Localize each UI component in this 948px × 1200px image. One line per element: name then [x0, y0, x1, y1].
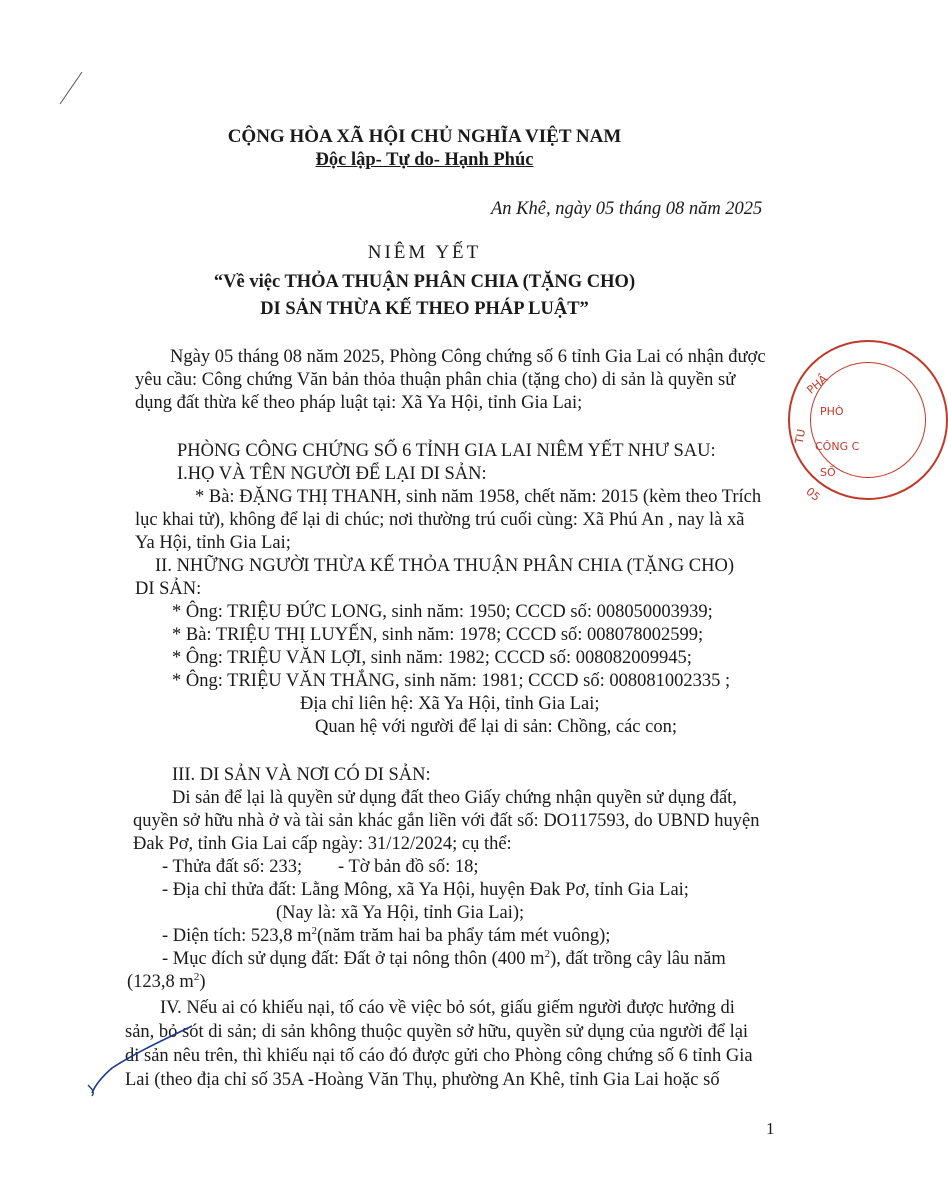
area-value: - Diện tích: 523,8 m	[162, 926, 312, 946]
parcel-number: - Thửa đất số: 233;	[162, 857, 303, 877]
heir-line: * Ông: TRIỆU VĂN THẮNG, sinh năm: 1981; CCCD số: 008081002335 ;	[172, 671, 731, 691]
complaint-line: Lai (theo địa chỉ số 35A -Hoàng Văn Thụ, phường An Khê, tỉnh Gia Lai hoặc số	[125, 1070, 720, 1090]
document-subject-line1: “Về việc THỎA THUẬN PHÂN CHIA (TẶNG CHO)	[213, 272, 636, 292]
intro-line: dụng đất thừa kế theo pháp luật tại: Xã Ya Hội, tỉnh Gia Lai;	[135, 393, 583, 413]
heir-line: * Bà: TRIỆU THỊ LUYẾN, sinh năm: 1978; CCCD số: 008078002599;	[172, 625, 704, 645]
nation-title: CỘNG HÒA XÃ HỘI CHỦ NGHĨA VIỆT NAM	[227, 126, 622, 147]
announcement-line: PHÒNG CÔNG CHỨNG SỐ 6 TỈNH GIA LAI NIÊM YẾT NHƯ SAU:	[177, 441, 716, 461]
page-number: 1	[766, 1119, 775, 1138]
parcel-address-now: (Nay là: xã Ya Hội, tỉnh Gia Lai);	[276, 903, 525, 923]
section1-heading: I.HỌ VÀ TÊN NGƯỜI ĐỂ LẠI DI SẢN:	[177, 464, 487, 484]
heir-line: * Ông: TRIỆU ĐỨC LONG, sinh năm: 1950; CCCD số: 008050003939;	[172, 602, 713, 622]
intro-line: yêu cầu: Công chứng Văn bản thỏa thuận phân chia (tặng cho) di sản là quyền sử	[135, 370, 736, 390]
heir-address: Địa chỉ liên hệ: Xã Ya Hội, tỉnh Gia Lai;	[300, 694, 600, 714]
estate-line: quyền sở hữu nhà ở và tài sản khác gắn liền với đất số: DO117593, do UBND huyện	[133, 811, 760, 831]
document-subject-line2: DI SẢN THỪA KẾ THEO PHÁP LUẬT”	[260, 299, 589, 319]
section2-heading: II. NHỮNG NGƯỜI THỪA KẾ THỎA THUẬN PHÂN CHIA (TẶNG CHO)	[155, 556, 735, 576]
intro-line: Ngày 05 tháng 08 năm 2025, Phòng Công chứng số 6 tỉnh Gia Lai có nhận được	[170, 347, 766, 367]
heir-line: * Ông: TRIỆU VĂN LỢI, sinh năm: 1982; CCCD số: 008082009945;	[172, 648, 692, 668]
estate-line: Di sản để lại là quyền sử dụng đất theo Giấy chứng nhận quyền sử dụng đất,	[172, 788, 737, 808]
decedent-line: Ya Hội, tỉnh Gia Lai;	[135, 533, 291, 553]
document-heading: NIÊM YẾT	[367, 242, 482, 263]
complaint-line: IV. Nếu ai có khiếu nại, tố cáo về việc bỏ sót, giấu giếm người được hưởng di	[160, 998, 735, 1018]
stamp-text: TU	[792, 428, 809, 445]
decedent-line: lục khai tử), không để lại di chúc; nơi thường trú cuối cùng: Xã Phú An , nay là xã	[135, 510, 745, 530]
decedent-line: * Bà: ĐẶNG THỊ THANH, sinh năm 1958, chết năm: 2015 (kèm theo Trích	[195, 487, 762, 507]
pencil-mark	[60, 72, 82, 104]
complaint-line: di sản nêu trên, thì khiếu nại tố cáo đó được gửi cho Phòng công chứng số 6 tỉnh Gia	[125, 1046, 753, 1066]
purpose-part: - Mục đích sử dụng đất: Đất ở tại nông thôn (400 m	[162, 949, 545, 969]
stamp-text: PHÒ	[820, 405, 844, 418]
parcel-area	[162, 925, 610, 947]
motto: Độc lập- Tự do- Hạnh Phúc	[315, 150, 534, 170]
land-purpose-cont	[127, 971, 205, 993]
land-purpose	[162, 948, 726, 970]
stamp-text: SỐ	[820, 466, 836, 479]
estate-line: Đak Pơ, tỉnh Gia Lai cấp ngày: 31/12/2024; cụ thể:	[133, 834, 512, 854]
parcel-address: - Địa chỉ thửa đất: Lằng Mông, xã Ya Hội, huyện Đak Pơ, tỉnh Gia Lai;	[162, 880, 689, 900]
section3-heading: III. DI SẢN VÀ NƠI CÓ DI SẢN:	[172, 765, 431, 785]
pen-stroke	[88, 1085, 93, 1096]
stamp-text: PHẦ	[804, 372, 830, 397]
section2-heading: DI SẢN:	[135, 579, 202, 599]
purpose-part: ), đất trồng cây lâu năm	[550, 949, 726, 969]
place-date: An Khê, ngày 05 tháng 08 năm 2025	[491, 199, 763, 219]
purpose-sup: 2	[544, 947, 551, 960]
complaint-line: sản, bỏ sót di sản; di sản không thuộc quyền sở hữu, quyền sử dụng của người để lại	[125, 1022, 749, 1042]
area-words: (năm trăm hai ba phẩy tám mét vuông);	[317, 926, 611, 946]
stamp-text: 05	[803, 485, 823, 504]
heir-relation: Quan hệ với người để lại di sản: Chồng, các con;	[315, 717, 677, 737]
purpose-part: (123,8 m	[127, 972, 194, 992]
purpose-sup: 2	[193, 970, 200, 983]
area-unit-sup: 2	[311, 924, 318, 937]
stamp-text: CÔNG C	[815, 440, 860, 453]
map-sheet: - Tờ bản đồ số: 18;	[338, 857, 479, 877]
purpose-part: )	[199, 972, 206, 992]
